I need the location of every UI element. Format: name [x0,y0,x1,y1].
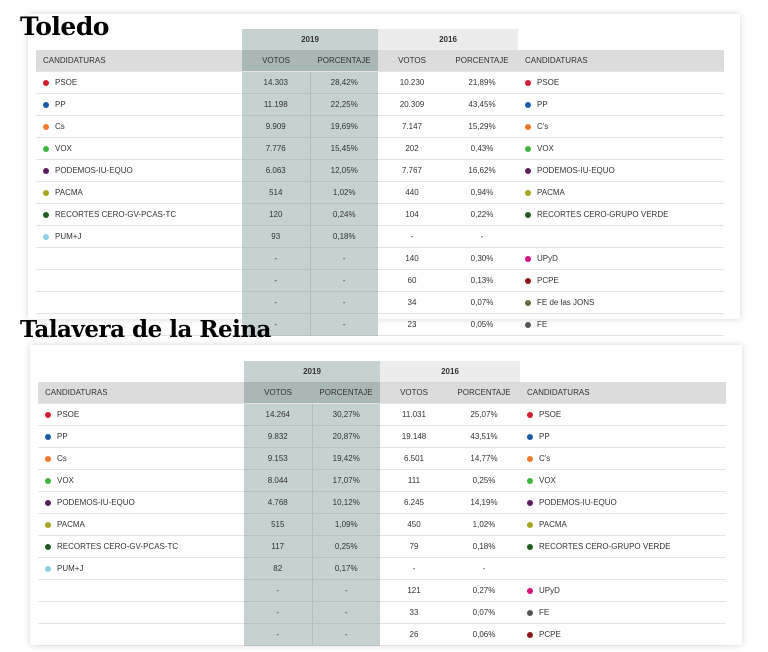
blank-header-cell [518,29,724,50]
votes-2019-cell: - [242,248,310,270]
party-cell-2019 [38,580,244,602]
percent-2016-cell: 0,94% [446,182,518,204]
party-name: VOX [539,476,556,485]
party-cell-2016 [518,72,724,94]
column-header-row [36,50,724,72]
party-cell-2019 [38,448,244,470]
party-cell-2016 [520,558,726,580]
party-name: PSOE [537,78,560,87]
party-color-dot [527,588,533,594]
percent-2016-cell: 15,29% [446,116,518,138]
header-votos-2019: VOTOS [242,50,310,72]
year-header-row [38,361,726,382]
percent-2016-cell: - [448,558,520,580]
party-color-dot [527,434,533,440]
party-cell-2019 [36,94,242,116]
party-color-dot [43,190,49,196]
percent-2016-cell: 1,02% [448,514,520,536]
percent-2019-cell: 19,42% [312,448,380,470]
percent-2016-cell: 0,18% [448,536,520,558]
party-color-dot [43,168,49,174]
party-cell-2019 [36,204,242,226]
votes-2016-cell: 33 [380,602,448,624]
party-cell-2019 [36,116,242,138]
percent-2016-cell: 0,07% [446,292,518,314]
party-name: UPyD [539,586,560,595]
party-color-dot [525,300,531,306]
percent-2016-cell: 0,22% [446,204,518,226]
party-cell-2016 [518,248,724,270]
percent-2019-cell: 0,24% [310,204,378,226]
percent-2019-cell: - [312,624,380,646]
party-color-dot [525,146,531,152]
percent-2016-cell: 21,89% [446,72,518,94]
percent-2019-cell: - [312,602,380,624]
toledo-heading: Toledo [20,12,109,41]
percent-2019-cell: - [310,270,378,292]
party-name: Cs [55,122,65,131]
toledo-results-table [36,29,724,336]
party-color-dot [43,102,49,108]
percent-2019-cell: 12,05% [310,160,378,182]
votes-2019-cell: - [242,292,310,314]
table-row [38,448,726,470]
party-cell-2019 [36,160,242,182]
party-name: RECORTES CERO-GRUPO VERDE [539,542,671,551]
votes-2016-cell: 111 [380,470,448,492]
header-porcentaje-2016: PORCENTAJE [448,382,520,404]
percent-2019-cell: 28,42% [310,72,378,94]
table-row [36,292,724,314]
party-name: PUM+J [55,232,82,241]
votes-2019-cell: 9.909 [242,116,310,138]
party-cell-2019 [36,292,242,314]
percent-2016-cell: 0,25% [448,470,520,492]
party-color-dot [45,478,51,484]
table-row [38,624,726,646]
percent-2019-cell: 30,27% [312,404,380,426]
votes-2016-cell: 26 [380,624,448,646]
percent-2016-cell: 43,45% [446,94,518,116]
party-color-dot [43,146,49,152]
header-porcentaje-2016: PORCENTAJE [446,50,518,72]
party-color-dot [527,632,533,638]
table-row [38,404,726,426]
votes-2016-cell: 11.031 [380,404,448,426]
header-porcentaje-2019: PORCENTAJE [310,50,378,72]
party-color-dot [45,412,51,418]
votes-2016-cell: - [378,226,446,248]
year-2019-header: 2019 [242,29,378,50]
party-name: C's [539,454,551,463]
votes-2016-cell: 121 [380,580,448,602]
party-name: RECORTES CERO-GV-PCAS-TC [57,542,179,551]
party-cell-2016 [520,624,726,646]
party-name: PODEMOS-IU-EQUO [57,498,135,507]
party-name: VOX [537,144,554,153]
party-cell-2016 [518,160,724,182]
party-name: FE de las JONS [537,298,595,307]
party-color-dot [525,256,531,262]
party-color-dot [527,412,533,418]
party-cell-2016 [518,270,724,292]
percent-2019-cell: 15,45% [310,138,378,160]
party-name: PUM+J [57,564,84,573]
header-votos-2016: VOTOS [380,382,448,404]
party-color-dot [45,434,51,440]
party-color-dot [525,322,531,328]
party-name: PACMA [537,188,565,197]
party-name: PP [539,432,550,441]
party-name: VOX [57,476,74,485]
party-cell-2016 [520,514,726,536]
votes-2016-cell: 450 [380,514,448,536]
party-cell-2016 [520,426,726,448]
table-row [36,94,724,116]
party-name: PP [57,432,68,441]
party-cell-2016 [520,580,726,602]
party-color-dot [45,566,51,572]
party-color-dot [525,102,531,108]
percent-2019-cell: 0,18% [310,226,378,248]
party-cell-2019 [36,248,242,270]
party-name: PACMA [539,520,567,529]
percent-2016-cell: 0,07% [448,602,520,624]
talavera-table-card [30,345,742,645]
party-cell-2016 [518,226,724,248]
party-cell-2019 [38,426,244,448]
table-row [38,602,726,624]
party-cell-2019 [36,270,242,292]
table-row [38,470,726,492]
votes-2019-cell: 120 [242,204,310,226]
table-row [36,270,724,292]
party-cell-2016 [520,470,726,492]
party-color-dot [525,212,531,218]
votes-2019-cell: 6.063 [242,160,310,182]
percent-2019-cell: 1,02% [310,182,378,204]
votes-2016-cell: 140 [378,248,446,270]
blank-header-cell [38,361,244,382]
percent-2016-cell: 0,06% [448,624,520,646]
header-votos-2016: VOTOS [378,50,446,72]
party-cell-2019 [36,182,242,204]
votes-2019-cell: 4.768 [244,492,312,514]
table-row [36,204,724,226]
year-2019-header: 2019 [244,361,380,382]
talavera-results-table [38,361,726,646]
party-cell-2016 [518,138,724,160]
party-cell-2016 [520,536,726,558]
votes-2016-cell: 23 [378,314,446,336]
party-color-dot [45,500,51,506]
party-name: PSOE [57,410,80,419]
party-color-dot [527,610,533,616]
party-color-dot [43,80,49,86]
talavera-heading: Talavera de la Reina [20,316,271,343]
party-cell-2016 [518,116,724,138]
votes-2016-cell: 7.147 [378,116,446,138]
talavera-table-body [38,361,726,646]
party-cell-2016 [518,182,724,204]
year-header-row [36,29,724,50]
percent-2019-cell: 0,25% [312,536,380,558]
party-cell-2019 [38,558,244,580]
votes-2019-cell: - [244,580,312,602]
party-color-dot [525,168,531,174]
header-candidaturas-left: CANDIDATURAS [38,382,244,404]
party-color-dot [45,456,51,462]
percent-2016-cell: 0,13% [446,270,518,292]
table-row [36,160,724,182]
percent-2016-cell: 0,43% [446,138,518,160]
votes-2019-cell: 8.044 [244,470,312,492]
votes-2016-cell: 7.767 [378,160,446,182]
party-name: PSOE [55,78,78,87]
party-cell-2019 [36,226,242,248]
table-row [36,182,724,204]
table-row [38,426,726,448]
votes-2016-cell: 6.501 [380,448,448,470]
votes-2016-cell: - [380,558,448,580]
party-color-dot [525,278,531,284]
percent-2019-cell: 1,09% [312,514,380,536]
party-name: PACMA [55,188,83,197]
party-name: PODEMOS-IU-EQUO [55,166,133,175]
header-candidaturas-right: CANDIDATURAS [520,382,726,404]
party-cell-2016 [518,292,724,314]
percent-2019-cell: 10,12% [312,492,380,514]
votes-2016-cell: 440 [378,182,446,204]
percent-2016-cell: 0,27% [448,580,520,602]
party-color-dot [43,212,49,218]
party-color-dot [525,124,531,130]
party-name: PCPE [537,276,559,285]
party-color-dot [45,544,51,550]
party-name: PACMA [57,520,85,529]
votes-2016-cell: 6.245 [380,492,448,514]
party-color-dot [527,456,533,462]
party-name: Cs [57,454,67,463]
party-cell-2019 [38,624,244,646]
percent-2019-cell: 22,25% [310,94,378,116]
votes-2016-cell: 104 [378,204,446,226]
party-cell-2019 [38,492,244,514]
votes-2019-cell: 117 [244,536,312,558]
votes-2016-cell: 60 [378,270,446,292]
votes-2016-cell: 10.230 [378,72,446,94]
party-name: PODEMOS-IU-EQUO [537,166,615,175]
table-row [38,492,726,514]
party-name: C's [537,122,549,131]
percent-2016-cell: 43,51% [448,426,520,448]
table-row [38,558,726,580]
percent-2019-cell: 0,17% [312,558,380,580]
votes-2019-cell: 514 [242,182,310,204]
party-name: PCPE [539,630,561,639]
percent-2019-cell: - [312,580,380,602]
votes-2019-cell: 14.264 [244,404,312,426]
party-color-dot [525,80,531,86]
party-name: PP [55,100,66,109]
header-porcentaje-2019: PORCENTAJE [312,382,380,404]
party-color-dot [45,522,51,528]
votes-2019-cell: 82 [244,558,312,580]
party-cell-2016 [518,314,724,336]
party-color-dot [527,522,533,528]
blank-header-cell [520,361,726,382]
party-cell-2016 [520,448,726,470]
votes-2019-cell: - [242,314,310,336]
party-name: RECORTES CERO-GV-PCAS-TC [55,210,177,219]
party-name: RECORTES CERO-GRUPO VERDE [537,210,669,219]
percent-2019-cell: - [310,248,378,270]
party-name: FE [539,608,550,617]
party-name: UPyD [537,254,558,263]
party-color-dot [527,478,533,484]
year-2016-header: 2016 [380,361,520,382]
header-candidaturas-right: CANDIDATURAS [518,50,724,72]
header-votos-2019: VOTOS [244,382,312,404]
votes-2019-cell: 515 [244,514,312,536]
column-header-row [38,382,726,404]
party-cell-2016 [520,602,726,624]
party-cell-2019 [36,72,242,94]
party-cell-2016 [518,204,724,226]
percent-2019-cell: 20,87% [312,426,380,448]
percent-2016-cell: 0,30% [446,248,518,270]
percent-2016-cell: 16,62% [446,160,518,182]
party-name: PODEMOS-IU-EQUO [539,498,617,507]
votes-2019-cell: - [244,624,312,646]
votes-2019-cell: 7.776 [242,138,310,160]
percent-2019-cell: 17,07% [312,470,380,492]
table-row [36,116,724,138]
party-cell-2016 [520,492,726,514]
table-row [38,580,726,602]
toledo-table-card [28,14,740,329]
votes-2019-cell: 93 [242,226,310,248]
percent-2019-cell: - [310,292,378,314]
party-cell-2016 [520,404,726,426]
votes-2016-cell: 20.309 [378,94,446,116]
party-color-dot [525,190,531,196]
votes-2016-cell: 202 [378,138,446,160]
table-row [36,226,724,248]
votes-2019-cell: 9.832 [244,426,312,448]
party-color-dot [527,544,533,550]
percent-2019-cell: 19,69% [310,116,378,138]
table-row [38,514,726,536]
percent-2016-cell: 14,19% [448,492,520,514]
party-name: PSOE [539,410,562,419]
party-cell-2019 [36,138,242,160]
votes-2016-cell: 79 [380,536,448,558]
votes-2019-cell: 11.198 [242,94,310,116]
year-2016-header: 2016 [378,29,518,50]
percent-2019-cell: - [310,314,378,336]
party-color-dot [43,124,49,130]
party-cell-2019 [38,404,244,426]
party-cell-2019 [38,470,244,492]
table-row [38,536,726,558]
percent-2016-cell: 25,07% [448,404,520,426]
percent-2016-cell: 14,77% [448,448,520,470]
party-name: PP [537,100,548,109]
percent-2016-cell: 0,05% [446,314,518,336]
party-cell-2019 [38,602,244,624]
votes-2016-cell: 19.148 [380,426,448,448]
party-name: VOX [55,144,72,153]
party-cell-2019 [38,514,244,536]
table-row [36,72,724,94]
header-candidaturas-left: CANDIDATURAS [36,50,242,72]
votes-2016-cell: 34 [378,292,446,314]
party-color-dot [527,500,533,506]
votes-2019-cell: - [244,602,312,624]
table-row [36,248,724,270]
toledo-table-body [36,29,724,336]
votes-2019-cell: 14.303 [242,72,310,94]
party-cell-2016 [518,94,724,116]
party-cell-2019 [38,536,244,558]
table-row [36,138,724,160]
votes-2019-cell: - [242,270,310,292]
votes-2019-cell: 9.153 [244,448,312,470]
party-name: FE [537,320,548,329]
party-color-dot [43,234,49,240]
percent-2016-cell: - [446,226,518,248]
